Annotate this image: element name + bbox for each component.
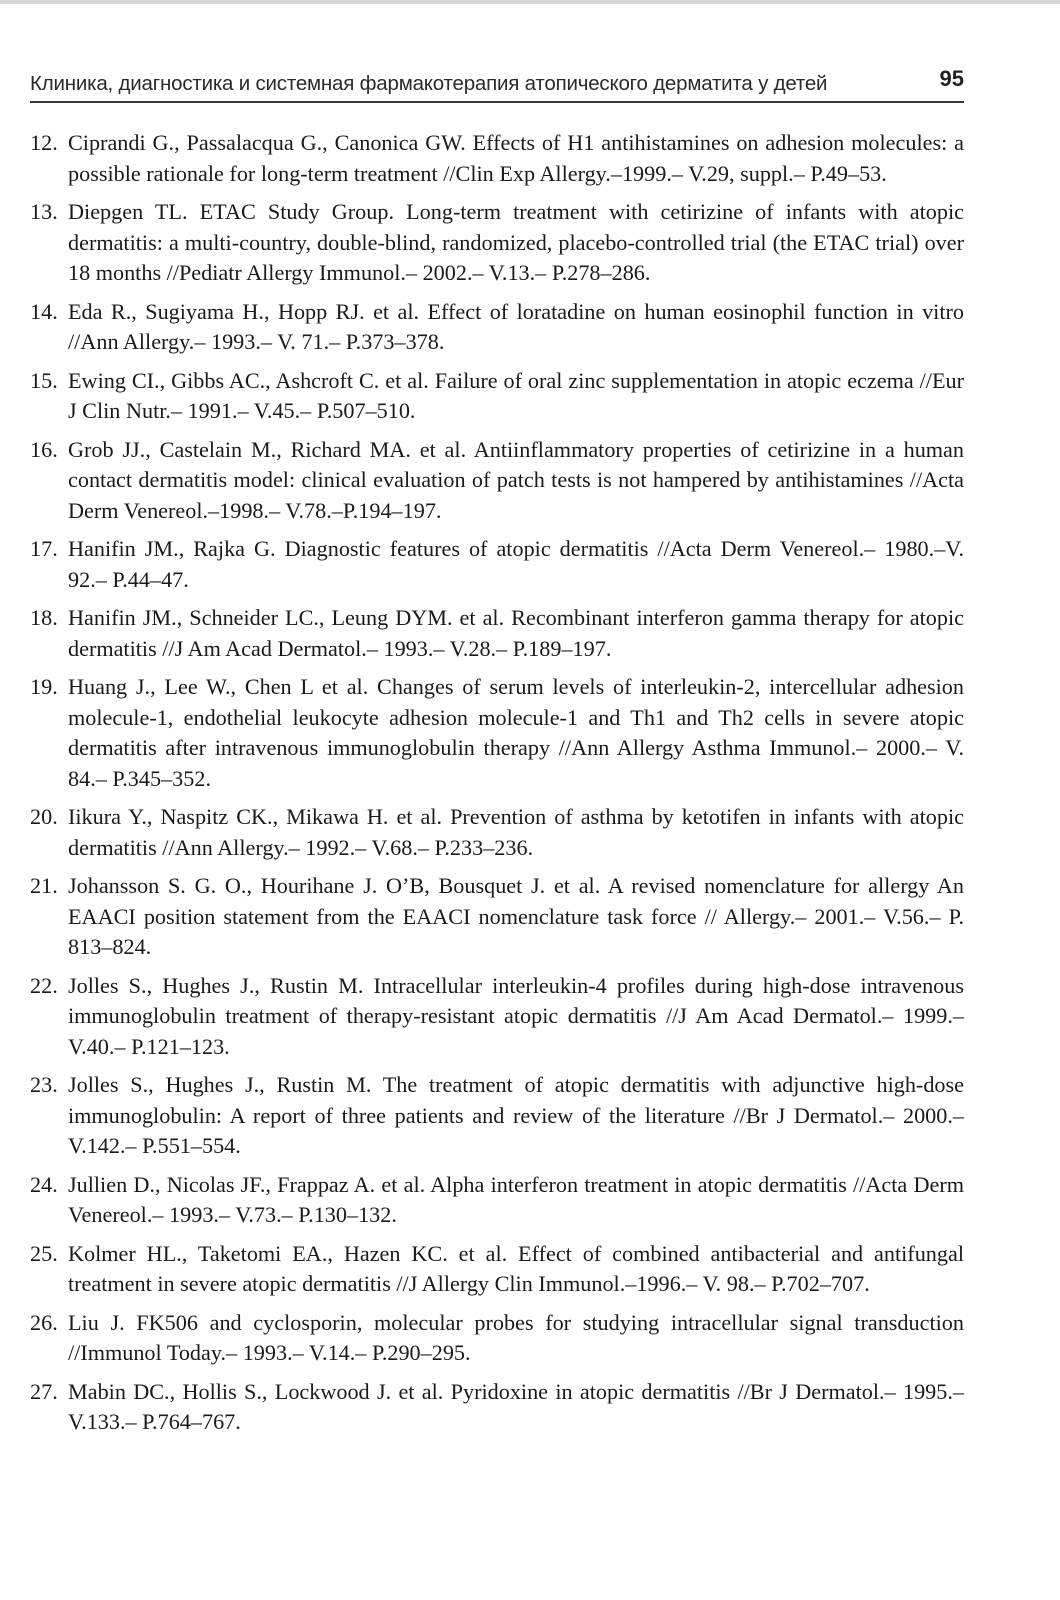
reference-number: 19. bbox=[30, 674, 58, 699]
reference-number: 23. bbox=[30, 1072, 58, 1097]
reference-text: Jolles S., Hughes J., Rustin M. Intracellular interleukin-4 profiles during high-dose intravenous immunoglobulin treatment of therapy-resistant atopic dermatitis //J Am Acad Dermatol.– 1999.– V.40.– P.121–123. bbox=[68, 972, 964, 1059]
reference-text: Hanifin JM., Schneider LC., Leung DYM. et al. Recombinant interferon gamma therapy for atopic dermatitis //J Am Acad Dermatol.– 1993.– V.28.– P.189–197. bbox=[68, 605, 964, 661]
reference-item bbox=[30, 1308, 964, 1369]
reference-number: 27. bbox=[30, 1378, 58, 1404]
reference-item bbox=[30, 128, 964, 189]
reference-list bbox=[30, 128, 964, 1446]
reference-text: Grob JJ., Castelain M., Richard MA. et al. Antiinflammatory properties of cetirizine in a human contact dermatitis model: clinical evaluation of patch tests is not hampered by antihistamines //Acta Derm Venereol.–1998.– V.78.–P.194–197. bbox=[68, 436, 964, 523]
reference-text: Ewing CI., Gibbs AC., Ashcroft C. et al. Failure of oral zinc supplementation in atopic eczema //Eur J Clin Nutr.– 1991.– V.45.– P.507–510. bbox=[68, 367, 964, 423]
reference-item bbox=[30, 1070, 964, 1162]
reference-number: 16. bbox=[30, 436, 58, 462]
reference-item bbox=[30, 197, 964, 289]
reference-text: Eda R., Sugiyama H., Hopp RJ. et al. Effect of loratadine on human eosinophil function in vitro //Ann Allergy.– 1993.– V. 71.– P.373–378. bbox=[68, 298, 964, 354]
reference-item bbox=[30, 435, 964, 527]
reference-item bbox=[30, 603, 964, 664]
reference-text: Hanifin JM., Rajka G. Diagnostic features of atopic dermatitis //Acta Derm Venereol.– 1980.–V. 92.– P.44–47. bbox=[68, 536, 964, 592]
reference-item bbox=[30, 1170, 964, 1231]
reference-number: 25. bbox=[30, 1240, 58, 1266]
reference-text: Huang J., Lee W., Chen L et al. Changes of serum levels of interleukin-2, intercellular adhesion molecule-1, endothelial leukocyte adhesion molecule-1 and Th1 and Th2 cells in severe atopic dermatitis after intravenous immunoglobulin therapy //Ann Allergy Asthma Immunol.– 2000.– V. 84.– P.345–352. bbox=[68, 674, 964, 791]
reference-item bbox=[30, 971, 964, 1063]
reference-number: 21. bbox=[30, 873, 58, 898]
reference-number: 14. bbox=[30, 298, 58, 324]
reference-item bbox=[30, 297, 964, 358]
reference-text: Liu J. FK506 and cyclosporin, molecular probes for studying intracellular signal transduction //Immunol Today.– 1993.– V.14.– P.290–295. bbox=[68, 1309, 964, 1365]
header-rule bbox=[30, 101, 964, 103]
reference-number: 24. bbox=[30, 1171, 58, 1197]
reference-text: Diepgen TL. ETAC Study Group. Long-term treatment with cetirizine of infants with atopic dermatitis: a multi-country, double-blind, randomized, placebo-controlled trial (the ETAC trial) over 18 months //Pediatr Allergy Immunol.– 2002.– V.13.– P.278–286. bbox=[68, 199, 964, 285]
reference-number: 20. bbox=[30, 804, 58, 829]
page-top-edge bbox=[0, 0, 1060, 4]
page-number: 95 bbox=[939, 66, 964, 91]
reference-item bbox=[30, 1377, 964, 1438]
reference-text: Johansson S. G. O., Hourihane J. O’B, Bousquet J. et al. A revised nomenclature for allergy An EAACI position statement from the EAACI nomenclature task force // Allergy.– 2001.– V.56.– P. 813–824. bbox=[68, 873, 964, 959]
reference-number: 13. bbox=[30, 199, 58, 224]
reference-item bbox=[30, 366, 964, 427]
reference-text: Kolmer HL., Taketomi EA., Hazen KC. et al. Effect of combined antibacterial and antifungal treatment in severe atopic dermatitis //J Allergy Clin Immunol.–1996.– V. 98.– P.702–707. bbox=[68, 1240, 964, 1296]
reference-item bbox=[30, 672, 964, 794]
reference-text: Mabin DC., Hollis S., Lockwood J. et al. Pyridoxine in atopic dermatitis //Br J Dermatol.– 1995.– V.133.– P.764–767. bbox=[68, 1378, 964, 1434]
reference-number: 15. bbox=[30, 367, 58, 393]
reference-number: 26. bbox=[30, 1309, 58, 1335]
reference-text: Ciprandi G., Passalacqua G., Canonica GW. Effects of H1 antihistamines on adhesion molecules: a possible rationale for long-term treatment //Clin Exp Allergy.–1999.– V.29, suppl.– P.49–53. bbox=[68, 130, 964, 186]
reference-item bbox=[30, 534, 964, 595]
reference-item bbox=[30, 1239, 964, 1300]
reference-number: 18. bbox=[30, 605, 58, 630]
running-header-title: Клиника, диагностика и системная фармакотерапия атопического дерматита у детей bbox=[30, 72, 828, 95]
reference-number: 12. bbox=[30, 130, 58, 155]
running-header bbox=[30, 64, 964, 104]
reference-item bbox=[30, 871, 964, 963]
reference-text: Iikura Y., Naspitz CK., Mikawa H. et al. Prevention of asthma by ketotifen in infants with atopic dermatitis //Ann Allergy.– 1992.– V.68.– P.233–236. bbox=[68, 804, 964, 860]
reference-number: 22. bbox=[30, 972, 58, 998]
reference-number: 17. bbox=[30, 536, 58, 561]
reference-item bbox=[30, 802, 964, 863]
reference-text: Jullien D., Nicolas JF., Frappaz A. et al. Alpha interferon treatment in atopic dermatitis //Acta Derm Venereol.– 1993.– V.73.– P.130–132. bbox=[68, 1171, 964, 1227]
reference-text: Jolles S., Hughes J., Rustin M. The treatment of atopic dermatitis with adjunctive high-dose immunoglobulin: A report of three patients and review of the literature //Br J Dermatol.– 2000.– V.142.– P.551–554. bbox=[68, 1072, 964, 1158]
